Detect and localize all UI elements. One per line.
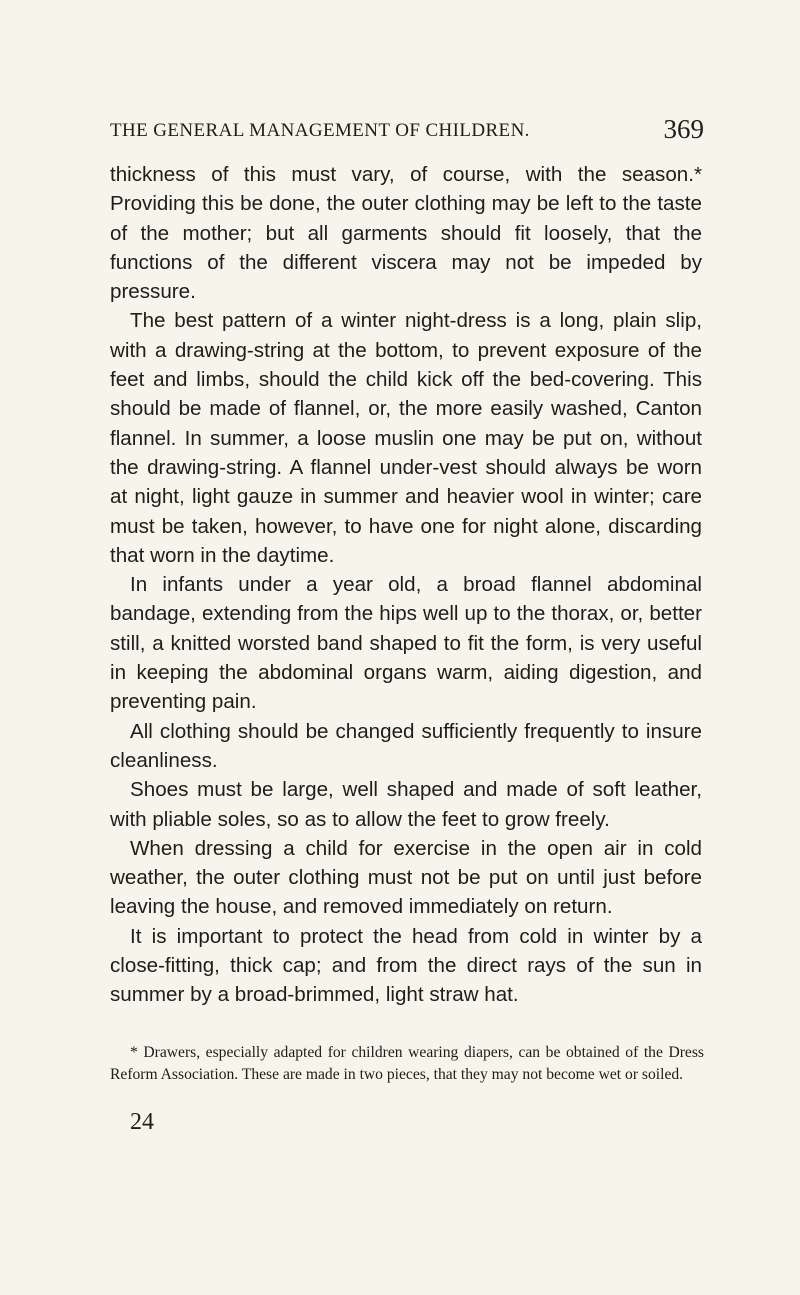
running-head	[110, 114, 712, 148]
paragraph-cleanliness: All clothing should be changed sufficiently frequently to insure cleanliness.	[110, 719, 702, 772]
page-number: 369	[663, 114, 704, 144]
paragraph-night-dress: The best pattern of a winter night-dress is a long, plain slip, with a drawing-string at the bottom, to prevent exposure of the feet and limbs, should the child kick off the bed-covering. This should be made of flannel, or, the more easily washed, Canton flannel. In summer, a loose muslin one may be put on, without the drawing-string. A flannel under-vest should always be worn at night, light gauze in summer and heavier wool in winter; care must be taken, however, to have one for night alone, discarding that worn in the daytime.	[110, 309, 702, 567]
page-title: THE GENERAL MANAGEMENT OF CHILDREN.	[110, 120, 530, 141]
paragraph-headwear: It is important to protect the head from cold in winter by a close-fitting, thick cap; and from the direct rays of the sun in summer by a broad-brimmed, light straw hat.	[110, 924, 702, 1007]
paragraph-continuation: thickness of this must vary, of course, with the season.* Providing this be done, the outer clothing may be left to the taste of the mother; but all garments should fit loosely, that the functions of the different viscera may not be impeded by pressure.	[110, 163, 702, 304]
footnote-text: * Drawers, especially adapted for children wearing diapers, can be obtained of the Dress Reform Association. These are made in two pieces, that they may not become wet or soiled.	[110, 1044, 704, 1083]
paragraph-shoes: Shoes must be large, well shaped and made of soft leather, with pliable soles, so as to allow the feet to grow freely.	[110, 778, 702, 831]
signature-mark: 24	[130, 1109, 154, 1135]
body-text	[110, 160, 702, 1010]
paragraph-abdominal-bandage: In infants under a year old, a broad flannel abdominal bandage, extending from the hips well up to the thorax, or, better still, a knitted worsted band shaped to fit the form, is very useful in keeping the abdominal organs warm, aiding digestion, and preventing pain.	[110, 573, 702, 714]
footnote	[110, 1042, 704, 1085]
paragraph-outdoor-dressing: When dressing a child for exercise in the open air in cold weather, the outer clothing must not be put on until just before leaving the house, and removed immediately on return.	[110, 836, 702, 919]
